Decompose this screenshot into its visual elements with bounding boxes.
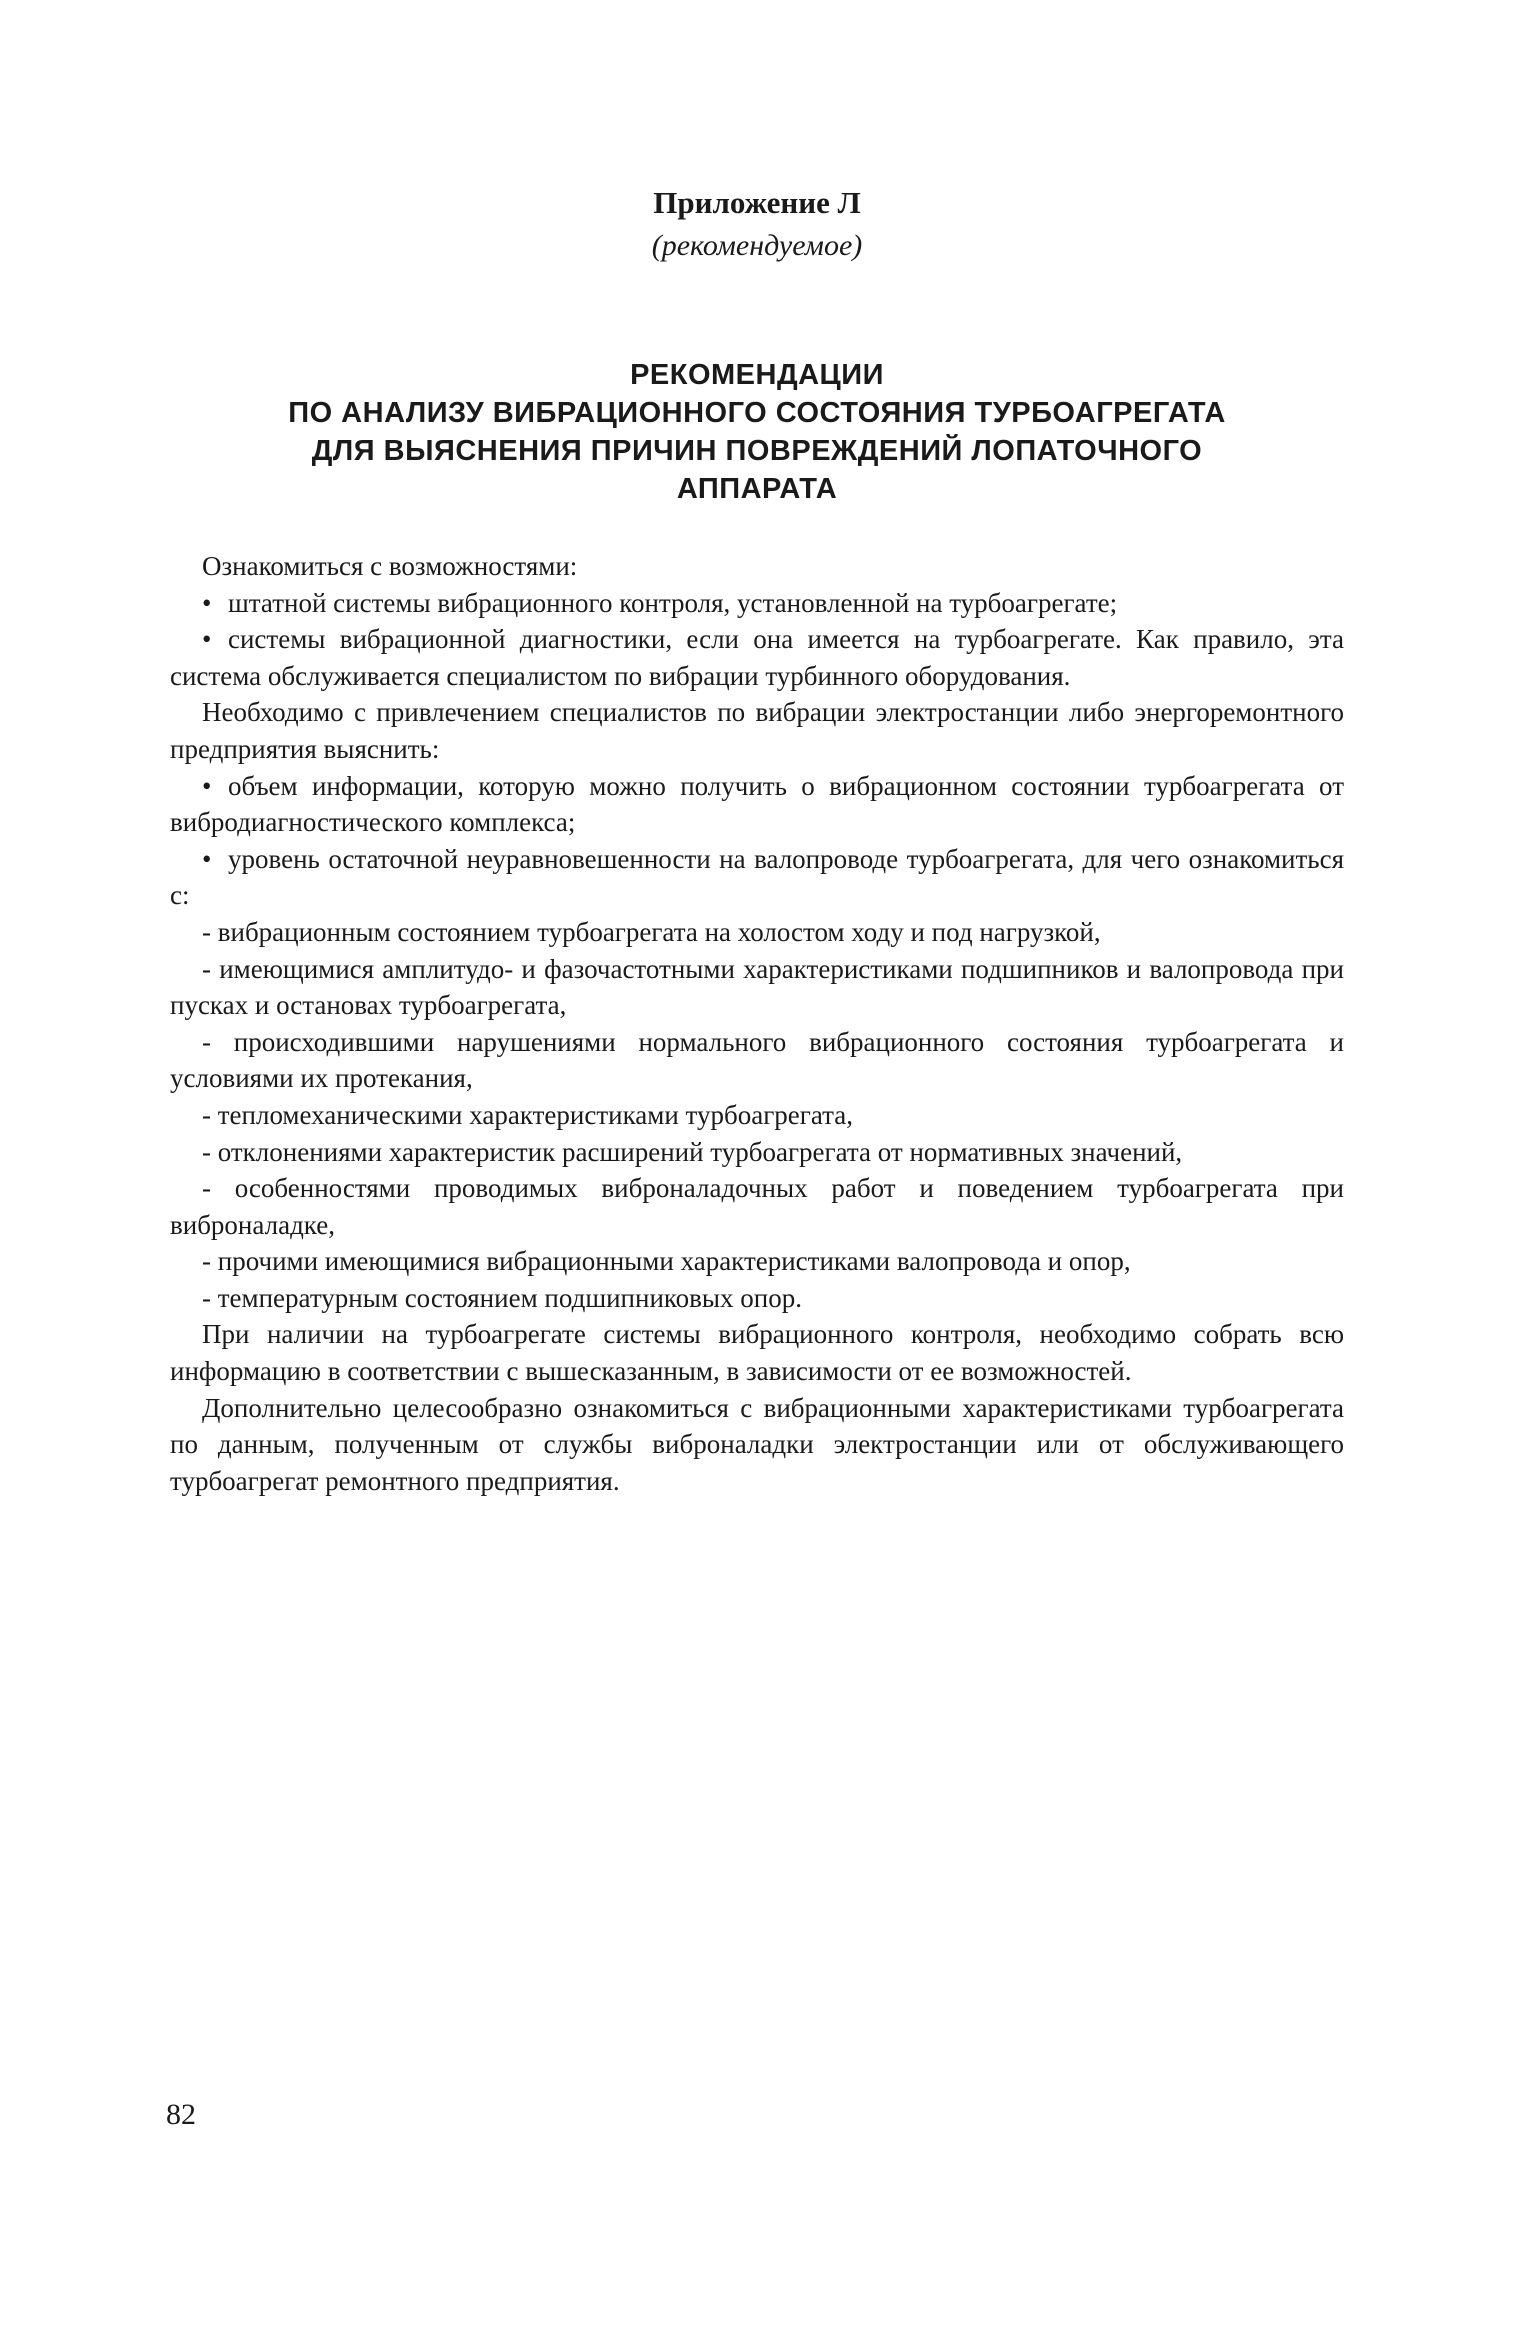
bullet-symbol: • bbox=[202, 843, 212, 874]
dash-item: - тепломеханическими характеристиками турбоагрегата, bbox=[202, 1099, 854, 1130]
heading-line: ДЛЯ ВЫЯСНЕНИЯ ПРИЧИН ПОВРЕЖДЕНИЙ ЛОПАТОЧНОГО bbox=[311, 435, 1203, 467]
appendix-title: Приложение Л bbox=[653, 185, 861, 220]
dash-item: - вибрационным состоянием турбоагрегата на холостом ходу и под нагрузкой, bbox=[202, 916, 1101, 947]
paragraph-specialists: Необходимо с привлечением специалистов по вибрации электростанции либо энергоремонтного предприятия выяснить: bbox=[170, 697, 1344, 764]
dash-item: - имеющимися амплитудо- и фазочастотными характеристиками подшипников и валопровода при пусках и остановах турбоагрегата, bbox=[170, 953, 1344, 1021]
paragraph-additional: Дополнительно целесообразно ознакомиться с вибрационными характеристиками турбоагрегата по данным, полученным от службы виброналадки электростанции или от обслуживающего турбоагрегат ремонтного предприятия. bbox=[170, 1392, 1344, 1496]
heading-line: АППАРАТА bbox=[676, 473, 838, 505]
bullet-text: системы вибрационной диагностики, если она имеется на турбоагрегате. Как правило, эта система обслуживается специалистом по вибрации турбинного оборудования. bbox=[170, 624, 1344, 691]
dash-item: - отклонениями характеристик расширений турбоагрегата от нормативных значений, bbox=[202, 1136, 1183, 1167]
bullet-item bbox=[170, 621, 1344, 694]
bullet-item bbox=[170, 841, 1344, 914]
heading-line: ПО АНАЛИЗУ ВИБРАЦИОННОГО СОСТОЯНИЯ ТУРБОАГРЕГАТА bbox=[288, 397, 1226, 429]
bullet-item bbox=[170, 585, 1344, 622]
bullet-item bbox=[170, 768, 1344, 841]
dash-item: - особенностями проводимых виброналадочных работ и поведением турбоагрегата при виброналадке, bbox=[170, 1173, 1344, 1240]
paragraph-monitoring-system: При наличии на турбоагрегате системы вибрационного контроля, необходимо собрать всю информацию в соответствии с вышесказанным, в зависимости от ее возможностей. bbox=[170, 1319, 1344, 1387]
appendix-note: (рекомендуемое) bbox=[651, 229, 863, 262]
bullet-symbol: • bbox=[202, 624, 212, 655]
heading-line: РЕКОМЕНДАЦИИ bbox=[630, 359, 884, 391]
main-heading bbox=[170, 356, 1344, 508]
intro-paragraph: Ознакомиться с возможностями: bbox=[202, 551, 578, 581]
dash-item: - прочими имеющимися вибрационными характеристиками валопровода и опор, bbox=[202, 1246, 1131, 1277]
bullet-text: объем информации, которую можно получить о вибрационном состоянии турбоагрегата от вибродиагностического комплекса; bbox=[170, 770, 1344, 838]
bullet-text: штатной системы вибрационного контроля, установленной на турбоагрегате; bbox=[228, 587, 1118, 618]
body-text bbox=[170, 548, 1344, 1499]
bullet-symbol: • bbox=[202, 770, 212, 801]
page-number: 82 bbox=[166, 2098, 196, 2131]
dash-item: - температурным состоянием подшипниковых опор. bbox=[202, 1282, 802, 1313]
bullet-text: уровень остаточной неуравновешенности на валопроводе турбоагрегата, для чего ознакомиться с: bbox=[170, 843, 1344, 911]
dash-item: - происходившими нарушениями нормального вибрационного состояния турбоагрегата и условиями их протекания, bbox=[170, 1026, 1344, 1094]
bullet-symbol: • bbox=[202, 587, 212, 618]
